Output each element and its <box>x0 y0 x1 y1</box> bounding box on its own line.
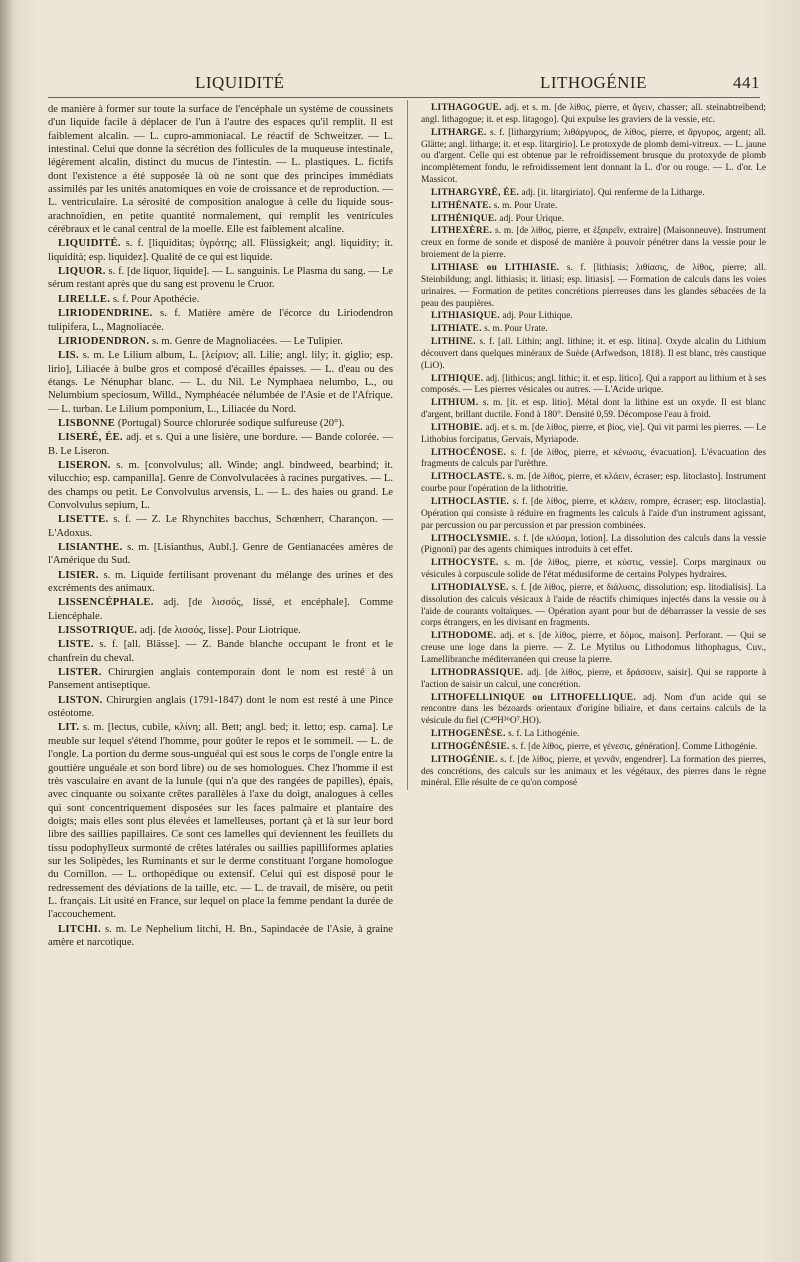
entry-headword: LITHEXÈRE. <box>431 226 493 237</box>
entry-headword: LITHOCÉNOSE. <box>431 447 507 458</box>
entry-headword: LISBONNE <box>58 417 116 429</box>
dictionary-entry <box>421 423 766 447</box>
entry-headword: LISETTE. <box>58 514 109 526</box>
entry-text: adj. [de λίθος, pierre, et δράσσειν, saisir]. Qui se rapporte à l'action de saisir un calcul, une concrétion. <box>421 667 766 690</box>
dictionary-entry <box>48 237 393 264</box>
dictionary-entry <box>421 558 766 582</box>
entry-headword: LITHOCYSTE. <box>431 558 499 569</box>
entry-text: adj. [de λισσός, lissé, et encéphale]. Comme Liencéphale. <box>48 597 393 622</box>
entry-headword: LIRIODENDRON. <box>58 335 150 347</box>
entry-headword: LIRELLE. <box>58 293 111 305</box>
dictionary-entry <box>421 226 766 262</box>
entry-headword: LISERÉ, ÉE. <box>58 432 123 444</box>
dictionary-entry <box>48 513 393 540</box>
dictionary-entry <box>421 755 766 791</box>
entry-headword: LITHODRASSIQUE. <box>431 667 524 678</box>
dictionary-entry <box>48 293 393 306</box>
entry-text: s. m. Le Lilium album, L. [λείριον; all. Lilie; angl. lily; it. giglio; esp. lirio], Liliacée à bulbe gros et composé d'écailles épaisses. — L. d'eau ou des étangs. Le Nénuphar blanc. — L. du Nil. Le Nymphaea nelumbo, L., ou Nelumbium speciosum, Willd., Nymphéacée nélumbée de l'Asie et de l'Afrique. — L. turban. Le Lilium pomponium, L., Liliacée du Nord. <box>48 350 393 415</box>
dictionary-entry <box>48 459 393 512</box>
dictionary-entry <box>48 431 393 458</box>
dictionary-entry <box>421 103 766 127</box>
entry-headword: LITHOCLASTE. <box>431 472 506 483</box>
entry-text: s. f. [de λίθος, pierre, et διάλυσις, dissolution; esp. litodialisis]. La dissolution des calculs vésicaux à l'aide de réactifs chimiques injectés dans la vessie ou à l'aide de courants voltaïques. — Opération ayant pour but de débarrasser la vessie de ses corps étrangers, en les divisant en fragments. <box>421 582 767 629</box>
entry-text: s. f. [de λίθος, pierre, et γεννᾶν, engendrer]. La formation des pierres, des concrétions, des calculs sur les animaux et les végétaux, des pierres dans le règne minéral. Elle résulte de ce qu'on composé <box>421 754 766 789</box>
dictionary-entry <box>48 349 393 416</box>
dictionary-entry <box>421 324 766 336</box>
dictionary-entry <box>421 534 766 558</box>
entry-text: s. f. [de λίθος, pierre, et κλάειν, rompre, écraser; esp. litoclastia]. Opération qui consiste à réduire en fragments les calculs à l'aide d'un instrument agissant, par percussion ou par percussion et par pression combinées. <box>421 497 767 531</box>
dictionary-entry <box>48 923 393 950</box>
header-right-title: LITHOGÉNIE <box>540 73 647 92</box>
entry-headword: LITHIASIQUE. <box>431 311 500 322</box>
dictionary-entry <box>421 398 766 422</box>
dictionary-entry <box>421 472 766 496</box>
entry-headword: LIQUOR. <box>58 266 106 278</box>
entry-headword: LIQUIDITÉ. <box>58 238 121 250</box>
dictionary-entry <box>48 417 393 430</box>
dictionary-entry <box>421 631 766 667</box>
entry-text: s. f. [liquiditas; ὑγρότης; all. Flüssigkeit; angl. liquidity; it. liquidità; esp. liquidez]. Qualité de ce qui est liquide. <box>48 238 393 263</box>
dictionary-entry <box>421 497 766 533</box>
entry-text: s. m. Genre de Magnoliacées. — Le Tulipier. <box>151 335 343 347</box>
entry-text: s. m. Liquide fertilisant provenant du mélange des urines et des excréments des animaux. <box>48 569 393 595</box>
entry-headword: LITHAGOGUE. <box>431 103 502 113</box>
entry-headword: LISTON. <box>58 694 103 706</box>
dictionary-entry <box>48 103 393 236</box>
entry-headword: LITHODIALYSE. <box>431 582 509 593</box>
dictionary-entry <box>421 128 766 187</box>
entry-text: s. f. [all. Lithin; angl. lithine; it. et esp. litina]. Oxyde alcalin du Lithium découvert dans quelques minéraux de Suède (Arfwedson, 1818). Il est blanc, très caustique (LiO). <box>421 337 767 371</box>
entry-headword: LITHÉNATE. <box>431 200 492 211</box>
entry-text: s. m. [Lisianthus, Aubl.]. Genre de Gentianacées amères de l'Amérique du Sud. <box>48 542 393 567</box>
dictionary-entry <box>421 201 766 213</box>
entry-text: s. m. [it. et esp. litio]. Métal dont la lithine est un oxyde. Il est blanc d'argent, brillant ductile. Fond à 180°. Densité 0,59. Décompose l'eau à froid. <box>421 398 767 421</box>
entry-text: s. m. [de λίθος, pierre, et κύστις, vessie]. Corps marginaux ou vésicules à corpuscule solide de l'état médusiforme de certains Polypes hydraires. <box>421 558 766 581</box>
right-column <box>421 103 766 791</box>
dictionary-entry <box>421 374 766 398</box>
entry-headword: LIRIODENDRINE. <box>58 308 153 320</box>
entry-headword: LITHIATE. <box>431 324 482 335</box>
entry-headword: LITCHI. <box>58 923 102 935</box>
dictionary-entry <box>48 666 393 693</box>
column-divider <box>407 100 408 790</box>
entry-text: adj. et s. Qui a une lisière, une bordure. — Bande colorée. — B. Le Liseron. <box>48 432 394 457</box>
entry-text: s. f. — Z. Le Rhynchites bacchus, Schœnherr, Charançon. — L'Adoxus. <box>48 514 393 539</box>
dictionary-entry <box>421 263 766 310</box>
entry-headword: LITHOGÉNIE. <box>431 754 498 765</box>
entry-headword: LITHÉNIQUE. <box>431 213 498 224</box>
entry-headword: LITHOCLASTIE. <box>431 497 510 507</box>
entry-text: adj. [it. litargiriato]. Qui renferme de la Litharge. <box>521 187 705 198</box>
entry-headword: LITHIQUE. <box>431 373 484 384</box>
entry-text: Chirurgien anglais contemporain dont le nom est resté à un Pansement antiseptique. <box>48 667 394 692</box>
entry-text: adj. et s. m. [de λίθος, pierre, et ἄγειν, chasser; all. steinabtreibend; angl. lithagogue; it. et esp. litagogo]. Qui expulse les graviers de la vessie, etc. <box>421 103 767 125</box>
dictionary-entry <box>48 624 393 637</box>
entry-text: s. f. [de λίθος, pierre, et γένεσις, génération]. Comme Lithogénie. <box>512 741 758 752</box>
header-rule <box>48 97 760 98</box>
entry-text: adj. Pour Urique. <box>499 213 564 224</box>
entry-text: s. f. [de liquor, liquide]. — L. sanguinis. Le Plasma du sang. — Le sérum restant après que du sang est provenu le Cruor. <box>48 266 393 291</box>
dictionary-entry <box>421 337 766 373</box>
dictionary-entry <box>48 638 393 665</box>
entry-headword: LITHOCLYSMIE. <box>431 533 511 544</box>
header-left-title: LIQUIDITÉ <box>195 73 285 92</box>
entry-headword: LITHOGÉNÉSIE. <box>431 741 510 752</box>
dictionary-entry <box>421 188 766 200</box>
entry-text: s. m. [convolvulus; all. Winde; angl. bindweed, bearbind; it. vilucchio; esp. campanilla]. Genre de Convolvulacées à racines purgatives. — L. des champs ou petit. Le Convolvulus arvensis, L. — L. des haies ou grand. Le Convolvulus sepium, L. <box>48 459 393 511</box>
entry-headword: LITHOFELLINIQUE ou LITHOFELLIQUE. <box>431 692 636 703</box>
binding-shadow <box>0 0 14 1262</box>
entry-headword: LITHARGYRÉ, ÉE. <box>431 187 520 198</box>
entry-headword: LISIANTHE. <box>58 542 123 553</box>
entry-text: s. f. Pour Apothécie. <box>112 293 200 305</box>
entry-text: (Portugal) Source chlorurée sodique sulfureuse (20°). <box>117 417 345 429</box>
entry-headword: LITHINE. <box>431 337 476 348</box>
entry-text: adj. et s. m. [de λίθος, pierre, et βίος, vie]. Qui vit parmi les pierres. — Le Lithobius forcipatus, Gervais, Myriapode. <box>421 422 767 445</box>
entry-text: adj. [lithicus; angl. lithic; it. et esp. litico]. Qui a rapport au lithium et à ses composés. — Les pierres vésicales ou autres. — L'Acide urique. <box>421 373 767 396</box>
entry-text: s. m. [de λίθος, pierre, et κλάειν, écraser; esp. litoclasto]. Instrument courbe pour l'opération de la lithotritie. <box>421 472 767 495</box>
entry-text: s. f. Matière amère de l'écorce du Liriodendron tulipifera, L., Magnoliacée. <box>48 308 393 333</box>
entry-text: s. m. Pour Urate. <box>493 200 558 211</box>
entry-headword: LITHIASE ou LITHIASIE. <box>431 262 560 273</box>
entry-headword: LITHARGE. <box>431 127 487 138</box>
entry-headword: LITHODOME. <box>431 631 497 642</box>
dictionary-entry <box>421 448 766 472</box>
dictionary-entry <box>421 729 766 741</box>
entry-text: Chirurgien anglais (1791-1847) dont le nom est resté à une Pince ostéotome. <box>48 694 393 720</box>
entry-text: s. f. [de κλύσμα, lotion]. La dissolution des calculs dans la vessie (Pignoni) par des agents chimiques introduits à cet effet. <box>421 533 767 556</box>
entry-headword: LISSENCÉPHALE. <box>58 597 154 609</box>
entry-headword: LISTE. <box>58 639 94 651</box>
entry-headword: LISTER. <box>58 667 102 679</box>
dictionary-entry <box>421 214 766 226</box>
entry-text: de manière à former sur toute la surface de l'encéphale un système de coussinets d'un liquide facile à déplacer de l'un à l'autre des espaces qu'il remplit. Il est faiblement alcalin. — L. cupro-ammoniacal. Le réactif de Schweitzer. — L. intestinal. Celui que donne la sécrétion des follicules de la muqueuse intestinale, légèrement alcalin, distinct du mucus de l'intestin. — L. plastiques. L. fictifs dont l'existence a été supposée là où ne sont que des principes immédiats assimilés par les unités anatomiques en voie de croissance et de reproduction. — L. ventriculaire. La sérosité de composition analogue à celle du liquide sous-arachnoïdien, en petite quantité normalement, qui remplit les ventricules cérébraux et le canal central de la moelle. Elle est faiblement alcaline. <box>48 104 393 236</box>
dictionary-entry <box>421 668 766 692</box>
dictionary-entry <box>421 742 766 754</box>
dictionary-entry <box>421 583 766 630</box>
entry-headword: LISERON. <box>58 459 111 471</box>
entry-headword: LISSOTRIQUE. <box>58 625 138 637</box>
entry-headword: LIT. <box>58 722 80 734</box>
entry-text: adj. Nom d'un acide qui se rencontre dans les bézoards orientaux d'origine biliaire, et dans certains calculs de la vésicule du fiel (C⁴⁰H³⁶O⁷.HO). <box>421 692 766 727</box>
dictionary-entry <box>421 693 766 729</box>
dictionary-entry <box>48 541 393 568</box>
entry-text: s. f. [all. Blässe]. — Z. Bande blanche occupant le front et le chanfrein du cheval. <box>48 639 393 664</box>
entry-headword: LITHOGENÈSE. <box>431 729 506 740</box>
dictionary-entry <box>48 569 393 596</box>
page-number: 441 <box>733 73 760 92</box>
entry-headword: LISIER. <box>58 569 99 581</box>
entry-text: s. m. [lectus, cubile, κλίνη; all. Bett; angl. bed; it. letto; esp. cama]. Le meuble sur lequel s'étend l'homme, pour goûter le repos et le sommeil. — L. de l'ongle. La portion du derme sous-unguéal qui est sous le corps de l'ongle entre la gouttière unguéale et son bord libre) ou de ses homologues. Chez l'homme il est très vasculaire en avant de la lunule (qui n'a que des rangées de papilles), épais, avec cinquante ou soixante crêtes parallèles à l'axe du doigt, analogues à celles qui sont concentriquement disposées sur les faces palmaire et plantaire des doigts; mais elles sont plus élevées et lamelleuses, portant çà et là sur leur bord libre des saillies papillaires. Ce sont ces lamelles qui deviennent les feuillets du tissu podophylleux surmonté de crêtes latérales ou saillies papilliformes aplaties sur les Solipèdes, les Ruminants et sur le derme constituant l'organe homologue du Cornillon. — L. orthopédique ou extensif. Celui qui est disposé pour le redressement des déviations de la taille, etc. — L. de travail, de misère, ou petit L. français. Lit usité en France, sur lequel on place la femme pendant la durée de l'accouchement. <box>48 722 393 921</box>
entry-text: adj. Pour Lithique. <box>502 311 573 322</box>
entry-text: s. f. [lithiasis; λιθίασις, de λίθος, pierre; all. Steinbildung; angl. lithiasis; it. litiasi; esp. litiasis]. — Formation de calculs dans les voies urinaires. — Formation de petites concrétions pierreuses dans les glandes sébacées de la peau des paupières. <box>421 262 766 309</box>
entry-text: s. m. [de λίθος, pierre, et ἐξαιρεῖν, extraire] (Maisonneuve). Instrument creux en forme de sonde et disposé de manière à pouvoir pénétrer dans la vessie pour le broiement de la pierre. <box>421 226 766 261</box>
entry-text: s. f. La Lithogénie. <box>508 729 580 740</box>
dictionary-entry <box>48 596 393 623</box>
dictionary-entry <box>421 311 766 323</box>
entry-text: s. m. Le Nephelium litchi, H. Bn., Sapindacée de l'Asie, à graine amère et narcotique. <box>48 923 393 948</box>
left-column <box>48 103 393 950</box>
dictionary-entry <box>48 335 393 348</box>
entry-text: adj. et s. [de λίθος, pierre, et δόμος, maison]. Perforant. — Qui se creuse une loge dans la pierre. — Z. Le Mytilus ou Lithodomus lithophagus, Cuv., Lamellibranche méditerranéen qui creuse la pierre. <box>421 631 766 665</box>
entry-headword: LIS. <box>58 350 79 362</box>
entry-headword: LITHOBIE. <box>431 422 483 433</box>
dictionary-entry <box>48 265 393 292</box>
dictionary-entry <box>48 307 393 334</box>
dictionary-entry <box>48 721 393 921</box>
entry-headword: LITHIUM. <box>431 398 479 409</box>
entry-text: s. f. [de λίθος, pierre, et κένωσις, évacuation]. L'évacuation des fragments de calculs par l'urèthre. <box>421 447 766 470</box>
entry-text: adj. [de λισσός, lisse]. Pour Liotrique. <box>139 625 301 637</box>
entry-text: s. f. [lithargyrium; λιθάργυρος, de λίθος, pierre, et ἄργυρος, argent; all. Glätte; angl. litharge; it. et esp. litargirio]. Le protoxyde de plomb demi-vitreux. — L. jaune ou d'argent. Celle qui est obtenue par le refroidissement brusque du protoxyde de plomb incomplètement fondu, le refroidissement lent donnant la L. d'or ou rouge. — L. d'or. Le Massicot. <box>421 127 766 186</box>
running-header <box>30 73 760 95</box>
dictionary-entry <box>48 694 393 721</box>
entry-text: s. m. Pour Urate. <box>484 324 548 335</box>
